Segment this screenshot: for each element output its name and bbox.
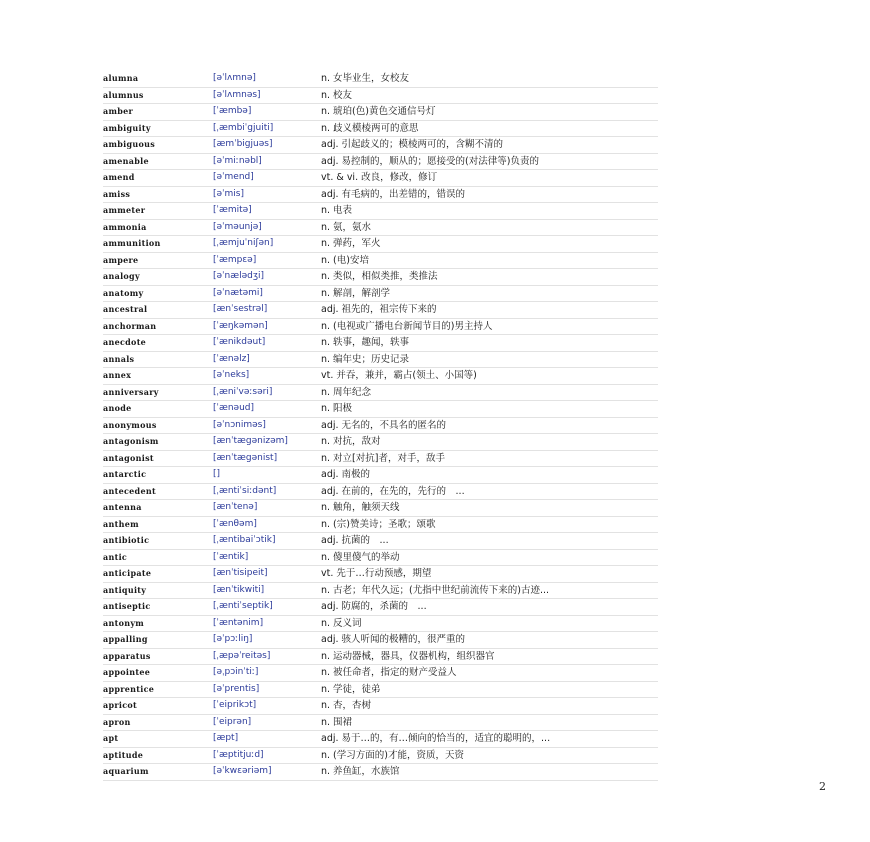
vocabulary-row [103, 368, 658, 385]
entry-word: antiseptic [103, 599, 213, 616]
entry-word: alumna [103, 71, 213, 87]
vocabulary-row [103, 302, 658, 319]
entry-phonetic: [ˈeiprikɔt] [213, 698, 321, 715]
entry-word: annex [103, 368, 213, 385]
page-number: 2 [819, 780, 826, 793]
vocabulary-row [103, 566, 658, 583]
entry-definition: n. 反义词 [321, 615, 658, 632]
entry-word: antiquity [103, 582, 213, 599]
entry-word: antagonism [103, 434, 213, 451]
entry-definition: n. 傻里傻气的举动 [321, 549, 658, 566]
entry-definition: adj. 防腐的，杀菌的 ... [321, 599, 658, 616]
entry-definition: n. 触角，触须天线 [321, 500, 658, 517]
vocabulary-row [103, 269, 658, 286]
entry-word: ampere [103, 252, 213, 269]
vocabulary-row [103, 417, 658, 434]
entry-phonetic: [əˈmend] [213, 170, 321, 187]
vocabulary-row [103, 137, 658, 154]
entry-definition: n. 对立[对抗]者，对手，敌手 [321, 450, 658, 467]
entry-word: apricot [103, 698, 213, 715]
entry-phonetic: [əˈlʌmnə] [213, 71, 321, 87]
vocabulary-row [103, 599, 658, 616]
entry-word: apprentice [103, 681, 213, 698]
entry-word: amenable [103, 153, 213, 170]
entry-phonetic: [ˌæmjuˈniʃən] [213, 236, 321, 253]
vocabulary-row [103, 648, 658, 665]
entry-phonetic: [əˌpɔinˈtiː] [213, 665, 321, 682]
vocabulary-table [103, 71, 658, 781]
vocabulary-row [103, 467, 658, 484]
entry-definition: n. (宗)赞美诗；圣歌；颂歌 [321, 516, 658, 533]
vocabulary-row [103, 186, 658, 203]
entry-definition: n. (电视或广播电台新闻节目的)男主持人 [321, 318, 658, 335]
entry-definition: n. 琥珀(色)黄色交通信号灯 [321, 104, 658, 121]
entry-phonetic: [ˈæmbə] [213, 104, 321, 121]
entry-phonetic: [əˈkwεəriəm] [213, 764, 321, 781]
vocabulary-row [103, 665, 658, 682]
entry-word: antic [103, 549, 213, 566]
vocabulary-row [103, 681, 658, 698]
vocabulary-row [103, 434, 658, 451]
vocabulary-row [103, 104, 658, 121]
entry-phonetic: [ˌæmbiˈgjuiti] [213, 120, 321, 137]
vocabulary-row [103, 549, 658, 566]
entry-word: anchorman [103, 318, 213, 335]
entry-word: anniversary [103, 384, 213, 401]
entry-phonetic: [əˈməunjə] [213, 219, 321, 236]
entry-word: ammeter [103, 203, 213, 220]
vocabulary-row [103, 714, 658, 731]
entry-word: ammunition [103, 236, 213, 253]
entry-definition: n. 编年史；历史记录 [321, 351, 658, 368]
entry-phonetic: [ænˈsestrəl] [213, 302, 321, 319]
entry-phonetic: [] [213, 467, 321, 484]
entry-phonetic: [ˈæmpεə] [213, 252, 321, 269]
vocabulary-row [103, 252, 658, 269]
entry-word: antecedent [103, 483, 213, 500]
entry-phonetic: [ˌæpəˈreitəs] [213, 648, 321, 665]
entry-word: antagonist [103, 450, 213, 467]
entry-word: appointee [103, 665, 213, 682]
entry-word: appalling [103, 632, 213, 649]
entry-definition: n. 养鱼缸，水族馆 [321, 764, 658, 781]
entry-phonetic: [ænˈtægənizəm] [213, 434, 321, 451]
vocabulary-row [103, 500, 658, 517]
entry-definition: n. 周年纪念 [321, 384, 658, 401]
entry-definition: n. 被任命者，指定的财产受益人 [321, 665, 658, 682]
entry-definition: adj. 抗菌的 ... [321, 533, 658, 550]
entry-phonetic: [əˈnɔniməs] [213, 417, 321, 434]
vocabulary-row [103, 335, 658, 352]
entry-definition: vt. 先于…行动预感，期望 [321, 566, 658, 583]
entry-definition: n. 运动器械，器具，仪器机构，组织器官 [321, 648, 658, 665]
entry-phonetic: [ˈænikdəut] [213, 335, 321, 352]
entry-word: antarctic [103, 467, 213, 484]
vocabulary-row [103, 533, 658, 550]
entry-definition: n. 解剖，解剖学 [321, 285, 658, 302]
entry-definition: n. 学徒，徒弟 [321, 681, 658, 698]
entry-definition: adj. 易控制的，顺从的；愿接受的(对法律等)负责的 [321, 153, 658, 170]
entry-phonetic: [ˈænθəm] [213, 516, 321, 533]
entry-word: analogy [103, 269, 213, 286]
entry-word: anticipate [103, 566, 213, 583]
entry-word: alumnus [103, 87, 213, 104]
entry-word: annals [103, 351, 213, 368]
vocabulary-row [103, 71, 658, 87]
entry-phonetic: [əˈlʌmnəs] [213, 87, 321, 104]
entry-word: anecdote [103, 335, 213, 352]
entry-word: antenna [103, 500, 213, 517]
vocabulary-row [103, 285, 658, 302]
entry-phonetic: [ˌæntiˈseptik] [213, 599, 321, 616]
entry-word: aquarium [103, 764, 213, 781]
entry-phonetic: [əˈnælədʒi] [213, 269, 321, 286]
vocabulary-row [103, 747, 658, 764]
entry-definition: n. 围裙 [321, 714, 658, 731]
entry-definition: adj. 南极的 [321, 467, 658, 484]
entry-definition: adj. 无名的，不具名的匿名的 [321, 417, 658, 434]
entry-definition: n. 阳极 [321, 401, 658, 418]
entry-phonetic: [ˈænəlz] [213, 351, 321, 368]
entry-word: ammonia [103, 219, 213, 236]
vocabulary-row [103, 516, 658, 533]
vocabulary-row [103, 401, 658, 418]
vocabulary-row [103, 153, 658, 170]
vocabulary-row [103, 236, 658, 253]
vocabulary-row [103, 698, 658, 715]
vocabulary-row [103, 632, 658, 649]
vocabulary-row [103, 203, 658, 220]
entry-phonetic: [æpt] [213, 731, 321, 748]
entry-definition: n. 氨，氨水 [321, 219, 658, 236]
vocabulary-row [103, 351, 658, 368]
vocabulary-row [103, 764, 658, 781]
entry-word: amber [103, 104, 213, 121]
vocabulary-row [103, 483, 658, 500]
entry-phonetic: [əˈmiːnəbl] [213, 153, 321, 170]
entry-phonetic: [ˈæntik] [213, 549, 321, 566]
vocabulary-row [103, 87, 658, 104]
entry-definition: adj. 引起歧义的；模棱两可的，含糊不清的 [321, 137, 658, 154]
entry-word: ambiguity [103, 120, 213, 137]
entry-phonetic: [ˈæntənim] [213, 615, 321, 632]
entry-phonetic: [əˈpɔːliŋ] [213, 632, 321, 649]
vocabulary-row [103, 170, 658, 187]
entry-phonetic: [ænˈtægənist] [213, 450, 321, 467]
entry-phonetic: [ˈeiprən] [213, 714, 321, 731]
entry-phonetic: [ænˈtikwiti] [213, 582, 321, 599]
vocabulary-row [103, 219, 658, 236]
entry-word: apt [103, 731, 213, 748]
entry-word: anode [103, 401, 213, 418]
entry-phonetic: [ˈæptitjuːd] [213, 747, 321, 764]
entry-phonetic: [əˈneks] [213, 368, 321, 385]
entry-word: amend [103, 170, 213, 187]
vocabulary-row [103, 384, 658, 401]
vocabulary-row [103, 582, 658, 599]
entry-word: ambiguous [103, 137, 213, 154]
entry-definition: n. (学习方面的)才能，资质，天资 [321, 747, 658, 764]
vocabulary-row [103, 731, 658, 748]
entry-definition: n. 轶事，趣闻，轶事 [321, 335, 658, 352]
entry-definition: n. 类似，相似类推，类推法 [321, 269, 658, 286]
entry-definition: adj. 骇人听闻的极糟的，很严重的 [321, 632, 658, 649]
entry-phonetic: [əˈnætəmi] [213, 285, 321, 302]
entry-phonetic: [ˌæniˈvəːsəri] [213, 384, 321, 401]
entry-phonetic: [əˈprentis] [213, 681, 321, 698]
entry-definition: n. (电)安培 [321, 252, 658, 269]
vocabulary-row [103, 120, 658, 137]
entry-word: anatomy [103, 285, 213, 302]
entry-phonetic: [ænˈtenə] [213, 500, 321, 517]
entry-phonetic: [ˌæntibaiˈɔtik] [213, 533, 321, 550]
entry-phonetic: [ˌæntiˈsiːdənt] [213, 483, 321, 500]
entry-word: antonym [103, 615, 213, 632]
entry-word: anthem [103, 516, 213, 533]
vocabulary-row [103, 318, 658, 335]
entry-word: ancestral [103, 302, 213, 319]
entry-definition: n. 对抗，敌对 [321, 434, 658, 451]
vocabulary-row [103, 450, 658, 467]
entry-phonetic: [əˈmis] [213, 186, 321, 203]
entry-word: antibiotic [103, 533, 213, 550]
entry-definition: n. 杏，杏树 [321, 698, 658, 715]
entry-definition: n. 女毕业生，女校友 [321, 71, 658, 87]
entry-word: anonymous [103, 417, 213, 434]
entry-definition: vt. 并吞，兼并，霸占(领土、小国等) [321, 368, 658, 385]
entry-definition: adj. 祖先的，祖宗传下来的 [321, 302, 658, 319]
entry-phonetic: [ˈæŋkəmən] [213, 318, 321, 335]
entry-definition: vt. & vi. 改良，修改，修订 [321, 170, 658, 187]
entry-phonetic: [æmˈbigjuəs] [213, 137, 321, 154]
vocabulary-row [103, 615, 658, 632]
entry-definition: adj. 有毛病的，出差错的，错误的 [321, 186, 658, 203]
entry-word: aptitude [103, 747, 213, 764]
entry-word: apron [103, 714, 213, 731]
entry-definition: adj. 易于…的，有…倾向的恰当的，适宜的聪明的，... [321, 731, 658, 748]
entry-phonetic: [ænˈtisipeit] [213, 566, 321, 583]
entry-phonetic: [ˈæmitə] [213, 203, 321, 220]
entry-definition: n. 古老；年代久远；(尤指中世纪前流传下来的)古迹... [321, 582, 658, 599]
entry-definition: adj. 在前的，在先的，先行的 ... [321, 483, 658, 500]
entry-word: apparatus [103, 648, 213, 665]
entry-definition: n. 校友 [321, 87, 658, 104]
entry-definition: n. 电表 [321, 203, 658, 220]
entry-word: amiss [103, 186, 213, 203]
entry-definition: n. 弹药，军火 [321, 236, 658, 253]
vocabulary-table-body [103, 71, 658, 780]
entry-phonetic: [ˈænəud] [213, 401, 321, 418]
entry-definition: n. 歧义模棱两可的意思 [321, 120, 658, 137]
